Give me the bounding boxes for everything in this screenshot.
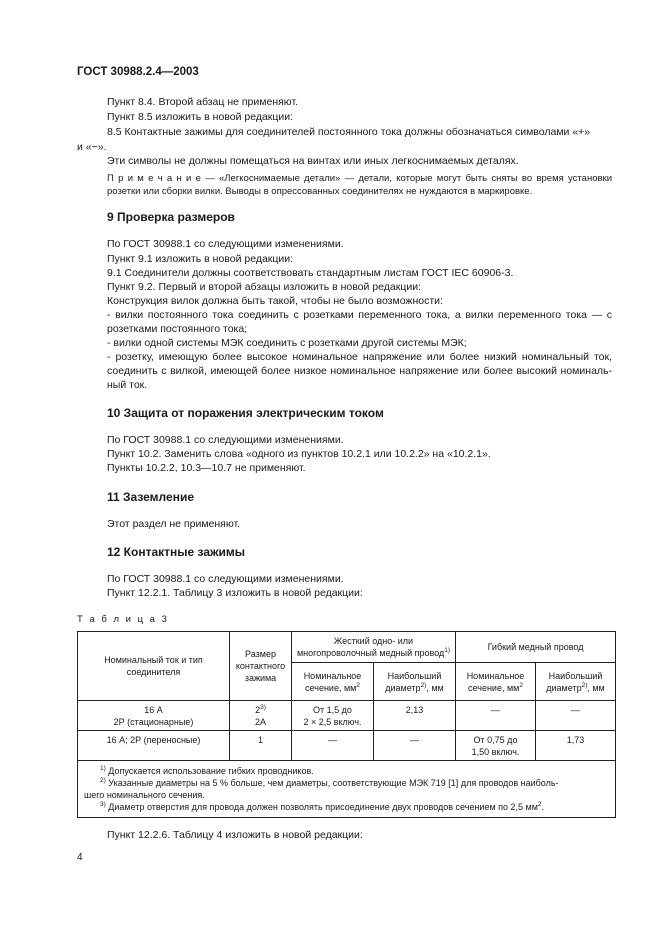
cell-rigid-section-line1: От 1,5 до xyxy=(313,705,352,715)
footnote-2-cont xyxy=(84,789,609,801)
header-rigid-wire-text: Жесткий одно- или многопроволочный медный провод xyxy=(296,636,445,658)
table-3 xyxy=(77,631,616,818)
header-flexible-wire xyxy=(456,632,616,663)
header-rigid-wire-footnote-ref: 1) xyxy=(444,647,451,654)
footnote-2-mark: 2) xyxy=(100,777,106,784)
cell-flex-section-line1: От 0,75 до xyxy=(473,735,518,745)
header-rigid-diameter-text: Наибольший диаметр xyxy=(385,670,442,693)
header-flex-diameter-sup: 2) xyxy=(581,681,588,689)
footnote-3-end: . xyxy=(541,802,545,812)
footnote-3-sup: 2 xyxy=(537,801,542,808)
cell-size-footnote-ref: 3) xyxy=(260,704,266,711)
header-rigid-diameter-unit: , мм xyxy=(426,682,444,693)
cell-rigid-diameter xyxy=(374,701,456,731)
sec9-line-3: 9.1 Соединители должны соответствовать стандартным листам ГОСТ IEC 60906-3. xyxy=(107,267,514,279)
footnote-1-mark: 1) xyxy=(100,765,106,772)
table-footnotes-row xyxy=(78,761,616,818)
footnote-3-mark: 3) xyxy=(100,801,106,808)
cell-type-text: 16 А; 2Р (переносные) xyxy=(106,735,201,745)
sec9-line-2: Пункт 9.1 изложить в новой редакции: xyxy=(107,253,294,265)
cell-flex-section-line2: 1,50 включ. xyxy=(471,747,520,757)
sec12-title: 12 Контактные зажимы xyxy=(107,545,246,559)
sec8-line-4: Эти символы не должны помещаться на винтах или иных легкоснимаемых деталях. xyxy=(107,155,519,167)
sec11-line-1: Этот раздел не применяют. xyxy=(107,518,241,530)
cell-flex-section xyxy=(456,731,536,761)
sec8-line-1: Пункт 8.4. Второй абзац не применяют. xyxy=(107,96,299,108)
cell-flex-diameter-text: — xyxy=(571,705,580,715)
sec9-item-2: - вилки одной системы МЭК соединить с розетками другой системы МЭК; xyxy=(107,337,467,349)
cell-flex-diameter-text: 1,73 xyxy=(566,735,585,745)
sec9-line-4: Пункт 9.2. Первый и второй абзацы изложить в новой редакции: xyxy=(107,281,421,293)
header-terminal-size xyxy=(230,632,292,701)
sec12-line-1: По ГОСТ 30988.1 со следующими изменениями. xyxy=(107,573,344,585)
sec8-line-3: 8.5 Контактные зажимы для соединителей постоянного тока должны обозначаться символами «+» xyxy=(107,126,591,138)
cell-size-line2: 2А xyxy=(254,717,266,727)
cell-size-text: 1 xyxy=(257,735,263,745)
sec9-item-3-text: - розетку, имеющую более высокое номинальное напряжение или более низкий номинальный ток, соединить с вилкой, имеющей более низкое номинальное напряжение или более высокий номиналь- ный ток. xyxy=(107,351,612,391)
table-row xyxy=(78,731,616,761)
header-connector-type-text: Номинальный ток и тип соединителя xyxy=(104,655,203,677)
cell-rigid-diameter xyxy=(374,731,456,761)
header-rigid-section xyxy=(292,663,374,701)
sec10-line-3: Пункты 10.2.2, 10.3—10.7 не применяют. xyxy=(107,462,306,474)
sec9-line-1: По ГОСТ 30988.1 со следующими изменениями. xyxy=(107,238,344,250)
sec8-line-2: Пункт 8.5 изложить в новой редакции: xyxy=(107,111,294,123)
header-rigid-diameter xyxy=(374,663,456,701)
sec8-note xyxy=(107,172,612,198)
cell-type-line1: 16 А xyxy=(144,705,163,715)
sec12-line-2: Пункт 12.2.1. Таблицу 3 изложить в новой редакции: xyxy=(107,587,363,599)
footnote-1-text: Допускается использование гибких проводников. xyxy=(108,766,314,776)
header-rigid-diameter-sup: 2) xyxy=(420,681,427,689)
cell-rigid-section xyxy=(292,701,374,731)
footnote-2 xyxy=(84,777,609,789)
sec8-note-text: П р и м е ч а н и е — «Легкоснимаемые детали» — детали, которые могут быть сняты во время установки розетки или сборки вилки. Выводы в опрессованных соединителях не нуждаются в маркировке. xyxy=(107,173,612,197)
sec11-title: 11 Заземление xyxy=(107,490,194,504)
sec9-line-5: Конструкция вилок должна быть такой, чтобы не было возможности: xyxy=(107,295,443,307)
cell-flex-diameter xyxy=(536,701,616,731)
table-caption: Т а б л и ц а 3 xyxy=(77,614,169,625)
footnote-2-text-cont: шего номинального сечения. xyxy=(84,790,205,800)
sec10-line-1: По ГОСТ 30988.1 со следующими изменениями. xyxy=(107,434,344,446)
cell-type xyxy=(78,701,230,731)
header-terminal-size-text: Размер контактного зажима xyxy=(235,649,286,683)
header-flex-section-sup: 2 xyxy=(519,681,523,689)
header-rigid-wire xyxy=(292,632,456,663)
cell-type xyxy=(78,731,230,761)
table-footnotes xyxy=(78,761,616,818)
sec10-line-2: Пункт 10.2. Заменить слова «одного из пунктов 10.2.1 или 10.2.2» на «10.2.1». xyxy=(107,448,491,460)
cell-flex-section xyxy=(456,701,536,731)
cell-flex-section-text: — xyxy=(491,705,500,715)
sec9-item-1-text: - вилки постоянного тока соединить с розетками переменного тока, а вилки переменного тока — с розетками постоянного тока; xyxy=(107,309,612,335)
cell-rigid-section xyxy=(292,731,374,761)
header-flex-section-text: Номинальное сечение, мм xyxy=(466,670,525,693)
sec10-title: 10 Защита от поражения электрическим током xyxy=(107,406,384,420)
header-rigid-section-text: Номинальное сечение, мм xyxy=(303,670,362,693)
header-flex-diameter-text: Наибольший диаметр xyxy=(546,670,603,693)
header-flex-section xyxy=(456,663,536,701)
cell-rigid-diameter-text: 2,13 xyxy=(405,705,424,715)
table-row xyxy=(78,701,616,731)
sec9-title: 9 Проверка размеров xyxy=(107,210,235,224)
cell-rigid-section-line2: 2 × 2,5 включ. xyxy=(303,717,362,727)
footnote-2-text: Указанные диаметры на 5 % больше, чем диаметры, соответствующие МЭК 719 [1] для проводов наиболь- xyxy=(108,778,559,788)
header-flex-diameter xyxy=(536,663,616,701)
cell-size xyxy=(230,701,292,731)
sec8-line-3-cont: и «−». xyxy=(77,141,107,153)
cell-flex-diameter xyxy=(536,731,616,761)
header-flexible-wire-text: Гибкий медный провод xyxy=(487,642,584,652)
footnote-3-text: Диаметр отверстия для провода должен позволять присоединение двух проводов сечением по 2,5 мм xyxy=(108,802,538,812)
cell-size-line1: 2 xyxy=(255,705,261,715)
header-flex-diameter-unit: , мм xyxy=(587,682,605,693)
header-connector-type xyxy=(78,632,230,701)
after-table-line: Пункт 12.2.6. Таблицу 4 изложить в новой редакции: xyxy=(107,829,363,841)
sec9-item-3 xyxy=(107,350,612,392)
cell-rigid-section-text: — xyxy=(328,735,337,745)
footnote-3 xyxy=(84,801,609,813)
footnote-1 xyxy=(84,765,609,777)
cell-rigid-diameter-text: — xyxy=(410,735,419,745)
sec9-item-1 xyxy=(107,308,612,336)
cell-type-line2: 2Р (стационарные) xyxy=(113,717,194,727)
header-rigid-section-sup: 2 xyxy=(356,681,360,689)
cell-size xyxy=(230,731,292,761)
document-header: ГОСТ 30988.2.4—2003 xyxy=(77,66,199,78)
page-number: 4 xyxy=(77,852,83,863)
